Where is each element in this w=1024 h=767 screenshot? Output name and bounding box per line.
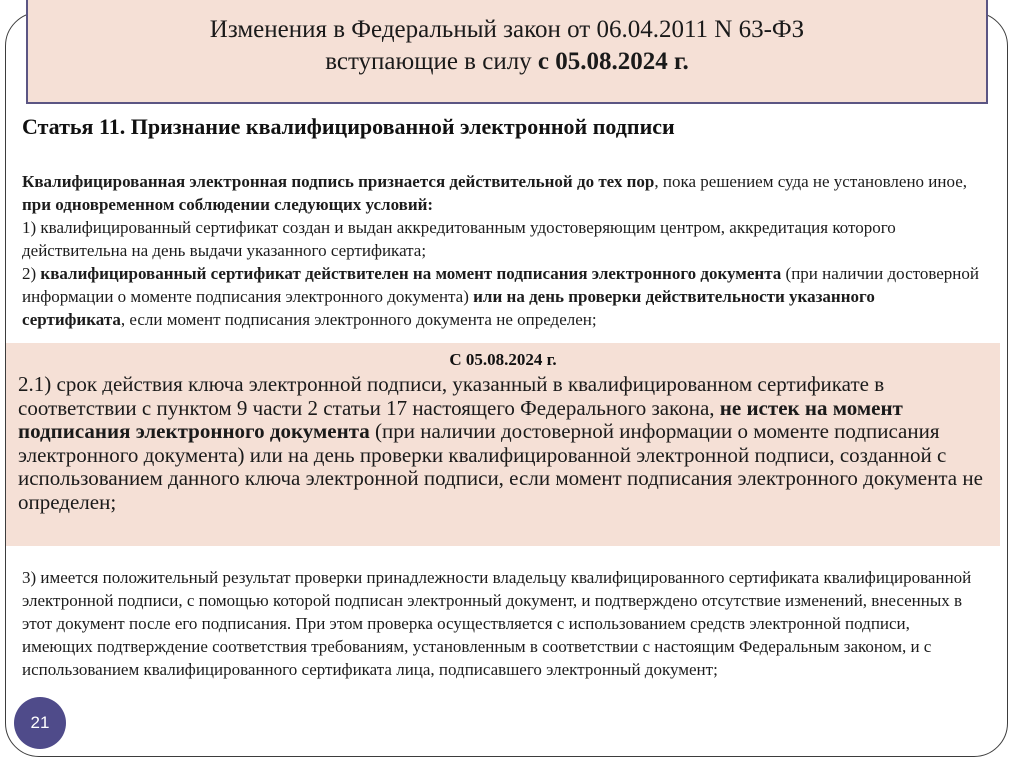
item21-normal-2: (при наличии достоверной информации о моменте подписания электронного документа) или на день проверки квалифицированной электронной подписи, созданной с использованием данного ключа электронной подписи, если момент подписания электронного документа не определен; (18, 419, 983, 514)
title-line-1: Изменения в Федеральный закон от 06.04.2011 N 63-ФЗ (209, 16, 805, 43)
item2-normal-2: , если момент подписания электронного документа не определен; (120, 310, 597, 329)
item21-bold-1: не истек на момент подписания электронного документа (18, 395, 903, 443)
intro-paragraph (22, 170, 982, 216)
item2-bold-2: или на день проверки действительности указанного сертификата (22, 287, 875, 329)
intro-normal-1: , пока решением суда не установлено иное, (654, 172, 968, 191)
slide-title-box (26, 0, 988, 104)
condition-item-1: 1) квалифицированный сертификат создан и выдан аккредитованным удостоверяющим центром, аккредитация которого действительна на день выдачи указанного сертификата; (22, 218, 896, 260)
article-body (22, 170, 982, 331)
condition-item-2 (22, 262, 982, 331)
intro-bold-2: при одновременном соблюдении следующих условий: (22, 195, 434, 214)
amendment-highlight-box (6, 343, 1000, 546)
title-line-2-prefix: вступающие в силу (325, 48, 538, 75)
item2-bold-1: квалифицированный сертификат действителен на момент подписания электронного документа (40, 264, 782, 283)
title-line-2 (28, 46, 986, 78)
condition-item-2-1 (18, 373, 993, 514)
item2-prefix: 2) (22, 264, 41, 283)
amendment-date-heading: С 05.08.2024 г. (449, 350, 557, 369)
condition-item-3: 3) имеется положительный результат проверки принадлежности владельцу квалифицированного сертификата квалифицированной электронной подписи, с помощью которой подписан электронный документ, и подтверждено отсутствие изменений, внесенных в этот документ после его подписания. При этом проверка осуществляется с использованием средств электронной подписи, имеющих подтверждение соответствия требованиям, установленным в соответствии с настоящим Федеральным законом, и с использованием квалифицированного сертификата лица, подписавшего электронный документ; (22, 568, 972, 679)
article-heading: Статья 11. Признание квалифицированной электронной подписи (22, 114, 675, 139)
item2-normal-1: (при наличии достоверной информации о моменте подписания электронного документа) (22, 264, 979, 306)
item21-normal-1: 2.1) срок действия ключа электронной подписи, указанный в квалифицированном сертификате в соответствии с пунктом 9 части 2 статьи 17 настоящего Федерального закона, (18, 372, 885, 420)
effective-date: с 05.08.2024 г. (537, 48, 689, 75)
page-number-badge: 21 (14, 697, 66, 749)
intro-bold-1: Квалифицированная электронная подпись признается действительной до тех пор (22, 172, 655, 191)
